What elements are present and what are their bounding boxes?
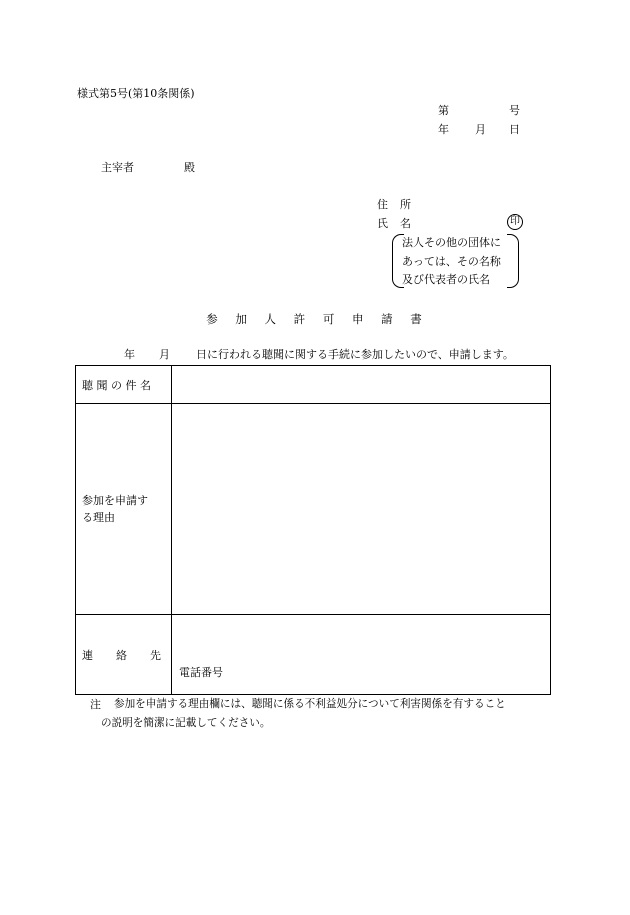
addressee-title: 主宰者 <box>101 161 134 174</box>
reason-label-line1: 参加を申請す <box>82 494 148 507</box>
form-number: 様式第5号(第10条関係) <box>77 87 195 100</box>
note-line-1: 法人その他の団体に <box>402 236 501 249</box>
table-row <box>76 615 551 695</box>
contact-label-a: 連 <box>82 648 93 662</box>
title-char: 人 <box>264 312 279 326</box>
doc-number-suffix: 号 <box>509 104 520 117</box>
address-label-b: 所 <box>400 198 411 211</box>
title-char: 加 <box>235 312 249 326</box>
title-char: 請 <box>381 312 395 326</box>
title-char: 申 <box>351 312 366 326</box>
contact-label <box>76 615 172 695</box>
phone-label: 電話番号 <box>179 666 223 679</box>
title-char: 可 <box>322 312 337 326</box>
seal-char: 印 <box>510 216 520 227</box>
name-label-a: 氏 <box>377 217 388 230</box>
note-line-3: 及び代表者の氏名 <box>402 273 490 286</box>
case-title-field[interactable] <box>172 366 551 404</box>
footnote-mark: 注 <box>90 698 101 711</box>
intro-text: 日に行われる聴聞に関する手続に参加したいので、申請します。 <box>196 348 514 361</box>
contact-field[interactable] <box>172 615 551 695</box>
table-row <box>76 404 551 615</box>
seal-icon <box>507 214 523 230</box>
right-bracket <box>507 234 519 288</box>
note-line-2: あっては、その名称 <box>402 255 501 268</box>
table-row <box>76 366 551 404</box>
date-day: 日 <box>509 123 520 136</box>
addressee-honorific: 殿 <box>184 161 195 174</box>
footnote-line-2: の説明を簡潔に記載してください。 <box>101 717 271 729</box>
reason-label <box>76 404 172 615</box>
date-year: 年 <box>438 123 449 136</box>
document-title <box>0 314 630 326</box>
contact-label-c: 先 <box>150 648 161 662</box>
intro-year: 年 <box>124 348 135 361</box>
address-label-a: 住 <box>377 198 388 211</box>
contact-label-b: 絡 <box>116 648 127 662</box>
title-char: 書 <box>410 312 424 326</box>
date-month: 月 <box>475 123 486 136</box>
footnote-line-1: 参加を申請する理由欄には、聴聞に係る不利益処分について利害関係を有すること <box>114 698 506 710</box>
application-table <box>75 365 551 695</box>
case-title-label: 聴 聞 の 件 名 <box>76 366 172 404</box>
reason-field[interactable] <box>172 404 551 615</box>
doc-number-prefix: 第 <box>438 104 449 117</box>
title-char: 許 <box>293 312 308 326</box>
name-label-b: 名 <box>400 217 411 230</box>
reason-label-line2: る理由 <box>82 511 115 524</box>
intro-month: 月 <box>159 348 170 361</box>
title-char: 参 <box>206 312 220 326</box>
